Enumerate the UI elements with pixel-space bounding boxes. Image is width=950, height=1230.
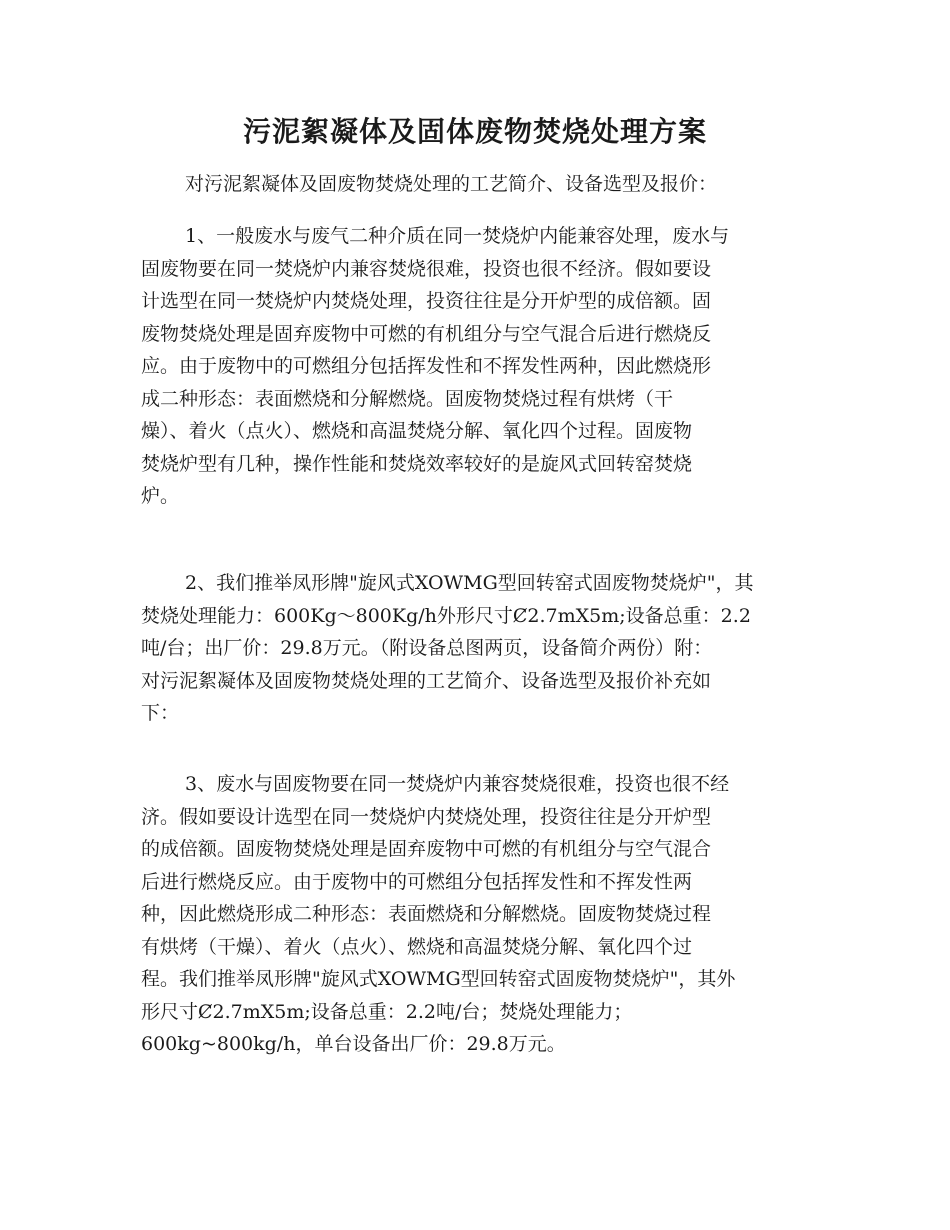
paragraph-line: 下： <box>141 702 180 724</box>
paragraph-line: 计选型在同一焚烧炉内焚烧处理，投资往往是分开炉型的成倍额。固 <box>141 290 712 312</box>
paragraph-line: 3、废水与固废物要在同一焚烧炉内兼容焚烧很难，投资也很不经 <box>185 773 730 795</box>
paragraph-line: 焚烧炉型有几种，操作性能和焚烧效率较好的是旋风式回转窑焚烧 <box>141 452 693 475</box>
paragraph-line: 形尺寸Ȼ2.7mX5m;设备总重：2.2吨/台；焚烧处理能力； <box>141 1000 633 1023</box>
paragraph-line: 应。由于废物中的可燃组分包括挥发性和不挥发性两种，因此燃烧形 <box>141 355 712 377</box>
paragraph-2 <box>141 567 821 730</box>
paragraph-line: 有烘烤（干燥）、着火（点火）、燃烧和高温焚烧分解、氧化四个过 <box>141 935 693 958</box>
paragraph-line: 炉。 <box>141 485 180 507</box>
paragraph-line: 焚烧处理能力：600Kg～800Kg/h外形尺寸Ȼ2.7mX5m;设备总重：2.2 <box>141 604 751 627</box>
paragraph-line: 济。假如要设计选型在同一焚烧炉内焚烧处理，投资往往是分开炉型 <box>141 805 712 828</box>
paragraph-line: 吨/台；出厂价：29.8万元。（附设备总图两页，设备简介两份）附： <box>141 637 713 659</box>
paragraph-1 <box>141 220 821 513</box>
paragraph-line: 种，因此燃烧形成二种形态：表面燃烧和分解燃烧。固废物焚烧过程 <box>141 903 712 925</box>
paragraph-line: 废物焚烧处理是固弃废物中可燃的有机组分与空气混合后进行燃烧反 <box>141 322 712 345</box>
paragraph-line: 成二种形态：表面燃烧和分解燃烧。固废物焚烧过程有烘烤（干 <box>141 387 674 410</box>
paragraph-line: 燥）、着火（点火）、燃烧和高温焚烧分解、氧化四个过程。固废物 <box>141 420 693 442</box>
document-title: 污泥絮凝体及固体废物焚烧处理方案 <box>242 115 707 148</box>
paragraph-line: 程。我们推举凤形牌"旋风式XOWMG型回转窑式固废物焚烧炉"，其外 <box>141 968 736 990</box>
paragraph-line: 2、我们推举凤形牌"旋风式XOWMG型回转窑式固废物焚烧炉"，其 <box>185 572 754 594</box>
paragraph-line: 对污泥絮凝体及固废物焚烧处理的工艺简介、设备选型及报价补充如 <box>141 669 712 692</box>
intro-text: 对污泥絮凝体及固废物焚烧处理的工艺简介、设备选型及报价： <box>185 173 718 195</box>
paragraph-line: 1、一般废水与废气二种介质在同一焚烧炉内能兼容处理，废水与 <box>185 225 730 247</box>
paragraph-line: 后进行燃烧反应。由于废物中的可燃组分包括挥发性和不挥发性两 <box>141 870 693 893</box>
paragraph-3 <box>141 768 821 1061</box>
paragraph-line: 600kg~800kg/h，单台设备出厂价：29.8万元。 <box>141 1033 566 1055</box>
paragraph-line: 的成倍额。固废物焚烧处理是固弃废物中可燃的有机组分与空气混合 <box>141 838 712 860</box>
paragraph-line: 固废物要在同一焚烧炉内兼容焚烧很难，投资也很不经济。假如要设 <box>141 257 712 280</box>
